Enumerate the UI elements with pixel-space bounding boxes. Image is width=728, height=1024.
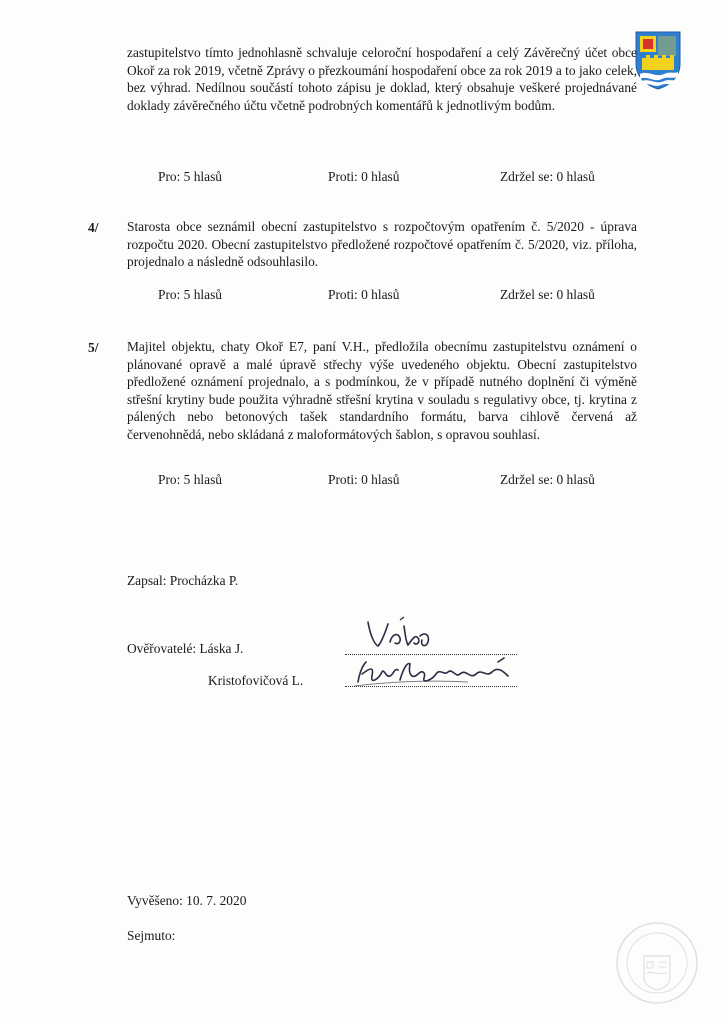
vote-for: Pro: 5 hlasů — [158, 287, 222, 302]
section-5-number: 5/ — [88, 340, 99, 355]
posted-date: Vyvěšeno: 10. 7. 2020 — [127, 893, 247, 908]
section-3-text: zastupitelstvo tímto jednohlasně schvaluje celoroční hospodaření a celý Závěrečný účet obce Okoř za rok 2019, včetně Zprávy o přezkoumání hospodaření obce za rok 2019 a to jako celek, bez výhrad. Nedílnou součástí tohoto zápisu je doklad, který obsahuje veškeré projednávané doklady závěrečného účtu včetně podrobných komentářů k jednotlivým bodům. — [127, 45, 637, 113]
removed-date: Sejmuto: — [127, 928, 176, 943]
section-4-text: Starosta obce seznámil obecní zastupitelstvo s rozpočtovým opatřením č. 5/2020 - úprava rozpočtu 2020. Obecní zastupitelstvo předložené rozpočtové opatřením č. 5/2020, viz. příloha, projednalo a následně odsouhlasilo. — [127, 219, 637, 270]
section-5-text: Majitel objektu, chaty Okoř E7, paní V.H., předložila obecnímu zastupitelstvu oznámení o plánované opravě a malé úpravě střechy výše uvedeného objektu. Obecní zastupitelstvo předložené oznámení projednalo, a s podmínkou, že v případě nutného doplnění či výměně střešní krytiny bude použita výhradně střešní krytina v souladu s regulativy obce, tj. krytina z pálených nebo betonových tašek standardního formátu, barva cihlově červená až červenohnědá, nebo skládaná z maloformátových šablon, s opravou souhlasí. — [127, 339, 637, 442]
signature-lasko — [360, 612, 440, 656]
section-4-vote — [0, 287, 728, 305]
section-3-vote — [0, 169, 728, 187]
section-5-vote — [0, 472, 728, 490]
vote-abstain: Zdržel se: 0 hlasů — [500, 472, 595, 487]
vote-against: Proti: 0 hlasů — [328, 169, 400, 184]
official-stamp-icon — [614, 920, 700, 1006]
vote-abstain: Zdržel se: 0 hlasů — [500, 287, 595, 302]
vote-for: Pro: 5 hlasů — [158, 472, 222, 487]
vote-abstain: Zdržel se: 0 hlasů — [500, 169, 595, 184]
vote-against: Proti: 0 hlasů — [328, 287, 400, 302]
vote-against: Proti: 0 hlasů — [328, 472, 400, 487]
signature-kristofovicova — [348, 656, 523, 690]
verifier-2-name: Kristofovičová L. — [208, 673, 304, 688]
recorded-by: Zapsal: Procházka P. — [127, 573, 239, 588]
section-4-number: 4/ — [88, 220, 99, 235]
municipal-crest-icon — [634, 30, 682, 90]
verifiers-label: Ověřovatelé: Láska J. — [127, 641, 244, 656]
vote-for: Pro: 5 hlasů — [158, 169, 222, 184]
